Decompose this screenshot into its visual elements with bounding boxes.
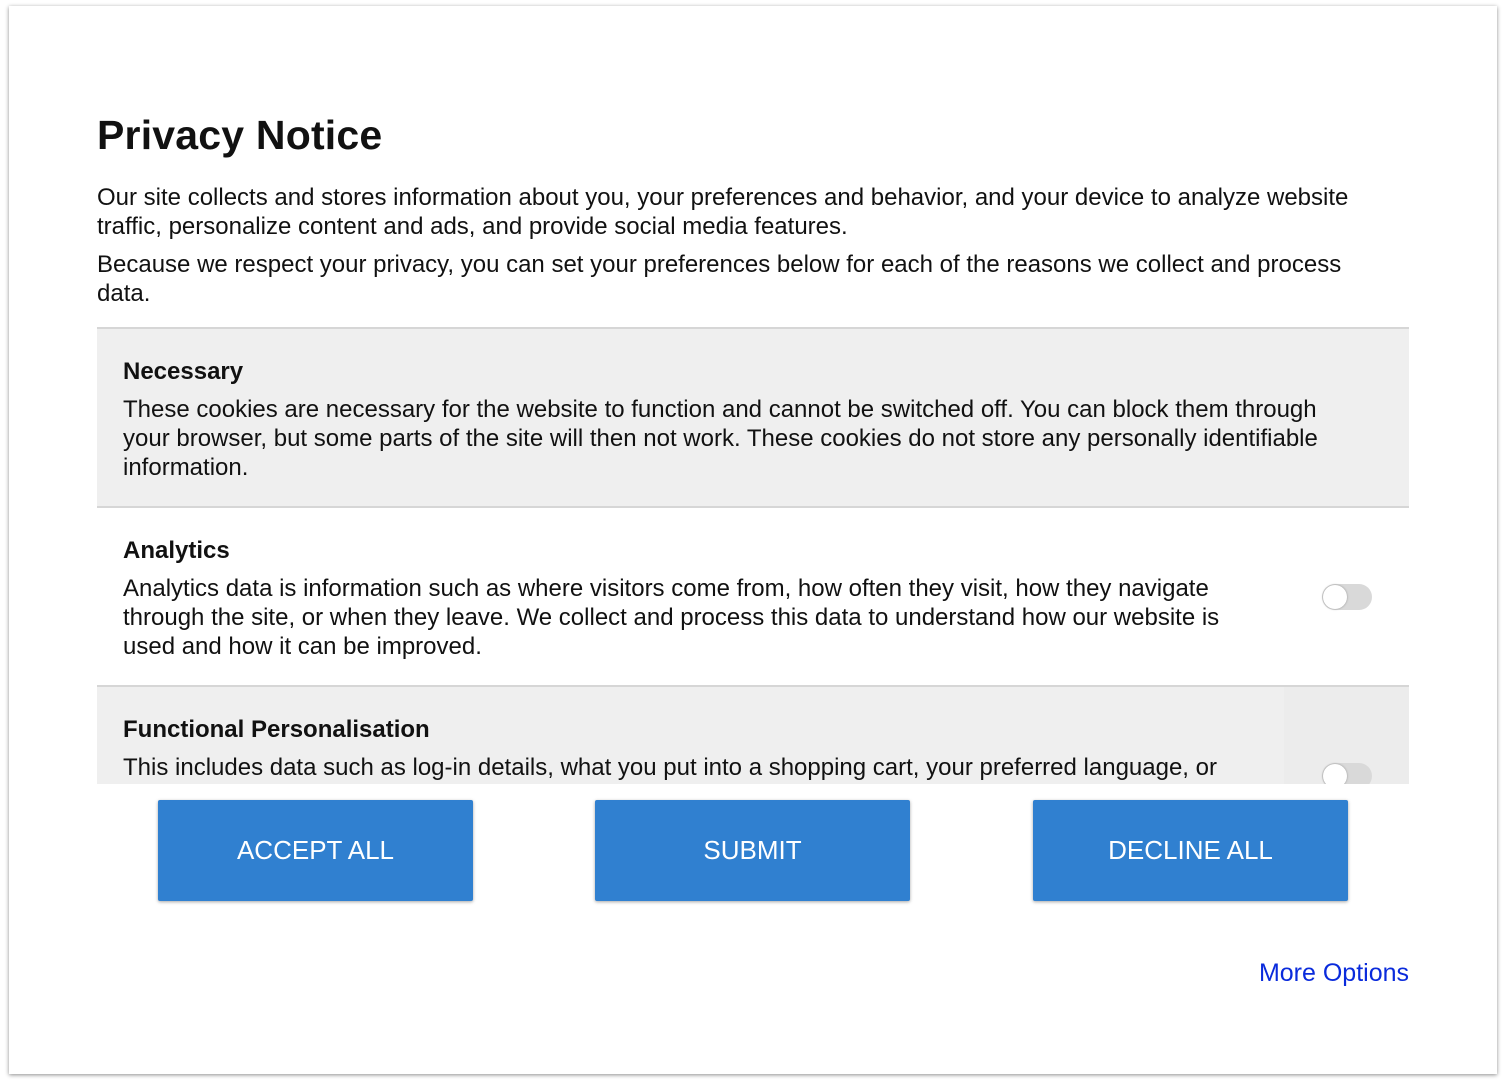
category-description: This includes data such as log-in details, what you put into a shopping cart, your preferred language, or (123, 754, 1217, 781)
category-functional-personalisation (97, 687, 1409, 784)
decline-all-button[interactable]: DECLINE ALL (1033, 800, 1348, 901)
toggle-knob (1323, 764, 1347, 784)
action-buttons (97, 800, 1409, 902)
category-description: These cookies are necessary for the website to function and cannot be switched off. You can block them through your browser, but some parts of the site will then not work. These cookies do not store any personally identifiable information. (123, 396, 1318, 481)
consent-categories-list[interactable] (97, 327, 1409, 784)
category-description: Analytics data is information such as where visitors come from, how often they visit, how they navigate through the site, or when they leave. We collect and process this data to understand how our website is used and how it can be improved. (123, 575, 1220, 660)
more-options-link[interactable]: More Options (1258, 959, 1409, 987)
toggle-column (1284, 687, 1409, 784)
functional-personalisation-toggle[interactable] (1322, 763, 1372, 784)
category-title: Functional Personalisation (123, 716, 430, 743)
toggle-column (1284, 508, 1409, 685)
category-title: Analytics (123, 537, 230, 564)
submit-button[interactable]: SUBMIT (595, 800, 910, 901)
toggle-knob (1323, 585, 1347, 609)
category-necessary (97, 329, 1409, 508)
intro-paragraph-1: Our site collects and stores information about you, your preferences and behavior, and your device to analyze website traffic, personalize content and ads, and provide social media features. (97, 184, 1349, 240)
category-title: Necessary (123, 358, 244, 385)
dialog-title: Privacy Notice (97, 112, 383, 158)
accept-all-button[interactable]: ACCEPT ALL (158, 800, 473, 901)
category-analytics (97, 508, 1409, 687)
intro-paragraph-2: Because we respect your privacy, you can set your preferences below for each of the reasons we collect and process data. (97, 251, 1342, 307)
analytics-toggle[interactable] (1322, 584, 1372, 610)
privacy-dialog (9, 6, 1497, 1074)
